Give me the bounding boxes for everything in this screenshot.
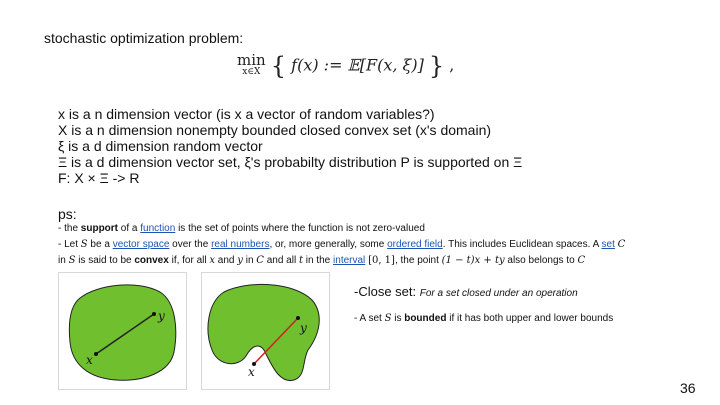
close-set-note [354, 284, 578, 299]
symbol-c: C [617, 239, 626, 250]
notes-block [58, 221, 698, 269]
close-set-label: -Close set: [354, 284, 417, 299]
symbol-t: t [298, 255, 303, 266]
note-text: in the [303, 255, 334, 266]
note-text: be a [87, 239, 113, 250]
convex-note-line1 [58, 237, 698, 253]
convex-combination-expr: (1 − t)x + ty [441, 255, 505, 266]
definition-item: Ξ is a d dimension vector set, ξ's probabilty distribution P is supported on Ξ [58, 154, 523, 170]
support-term: support [80, 223, 119, 234]
bounded-term: bounded [404, 313, 447, 324]
definitions-list [58, 106, 522, 186]
convex-x-label: x [86, 353, 93, 367]
note-text: and [215, 255, 238, 266]
definition-item: ξ is a d dimension random vector [58, 138, 263, 154]
note-text: is [391, 313, 405, 324]
convex-note-line2 [58, 253, 698, 269]
symbol-s: S [384, 313, 392, 324]
convexity-figure [58, 272, 330, 390]
vector-space-link[interactable]: vector space [112, 239, 170, 250]
note-text: . This includes Euclidean spaces. A [442, 239, 602, 250]
note-text: in [58, 255, 69, 266]
formula-body: f(x) := 𝔼[F(x, ξ)] [291, 55, 424, 75]
definition-item: x is a n dimension vector (is x a vector of random variables?) [58, 106, 435, 122]
note-text: if it has both upper and lower bounds [446, 313, 614, 324]
set-link[interactable]: set [601, 239, 615, 250]
convex-point-y [152, 312, 156, 316]
note-text: if, for all [168, 255, 210, 266]
min-subscript: x∈X [242, 67, 261, 77]
right-brace: } [428, 52, 445, 80]
real-numbers-link[interactable]: real numbers [211, 239, 270, 250]
note-text: - A set [354, 313, 385, 324]
nonconvex-point-y [296, 316, 300, 320]
symbol-c: C [256, 255, 264, 266]
symbol-s: S [80, 239, 88, 250]
bounded-note [354, 313, 613, 324]
note-text: , or, more generally, some [269, 239, 388, 250]
interval-expr: [0, 1] [368, 255, 395, 266]
nonconvex-x-label: x [248, 365, 255, 379]
min-label: min [237, 51, 266, 69]
ps-label: ps: [58, 206, 77, 222]
note-text: of a [118, 223, 141, 234]
convex-y-label: y [158, 309, 165, 323]
note-text: and all [263, 255, 299, 266]
symbol-s: S [68, 255, 76, 266]
note-text: - the [58, 223, 81, 234]
note-text: , the point [394, 255, 442, 266]
min-operator [237, 51, 266, 78]
definition-item: X is a n dimension nonempty bounded closed convex set (x's domain) [58, 122, 492, 138]
note-text: - Let [58, 239, 81, 250]
definition-item: F: X × Ξ -> R [58, 170, 140, 186]
symbol-c: C [577, 255, 586, 266]
formula-tail: , [449, 55, 455, 75]
note-text: is the set of points where the function is not zero-valued [175, 223, 425, 234]
intro-text: stochastic optimization problem: [44, 30, 244, 46]
close-set-desc: For a set closed under an operation [419, 288, 578, 299]
symbol-y: y [237, 255, 243, 266]
ordered-field-link[interactable]: ordered field [387, 239, 443, 250]
note-text: in [242, 255, 257, 266]
left-brace: { [270, 52, 287, 80]
page-number: 36 [680, 380, 696, 396]
convex-term: convex [134, 255, 169, 266]
note-text: is said to be [75, 255, 135, 266]
support-note [58, 221, 698, 237]
symbol-x: x [209, 255, 216, 266]
note-text: over the [169, 239, 212, 250]
convex-point-x [94, 352, 98, 356]
nonconvex-y-label: y [300, 321, 307, 335]
objective-formula [237, 52, 454, 80]
interval-link[interactable]: interval [333, 255, 366, 266]
function-link[interactable]: function [140, 223, 176, 234]
note-text: also belongs to [504, 255, 578, 266]
